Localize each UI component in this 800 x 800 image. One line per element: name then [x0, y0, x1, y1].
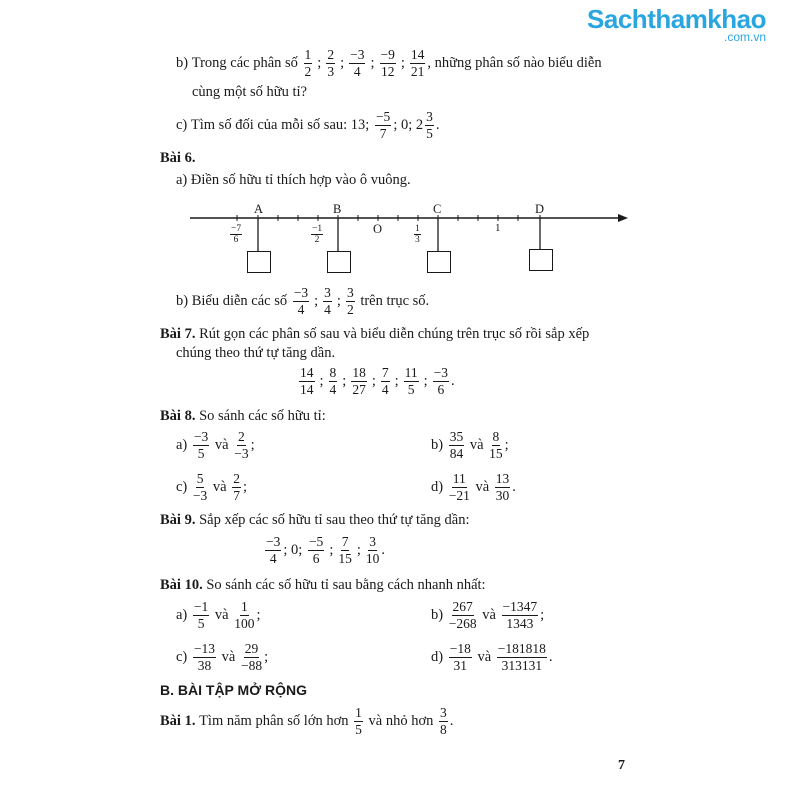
origin-label: O [373, 222, 383, 236]
fraction: $\frac{-1347}{1343}$ [502, 599, 538, 631]
exercise-title: Bài 7. [160, 326, 196, 342]
punctuation: ; [256, 607, 261, 623]
exercise-text: Tìm năm phân số lớn hơn [199, 713, 349, 729]
bai10-item-a [176, 600, 260, 631]
fraction: $\frac{-1}{5}$ [193, 599, 209, 631]
fraction: $\frac{-3}{4}$ [266, 534, 281, 566]
fraction: $\frac{-13}{38}$ [193, 641, 216, 673]
tick-fraction: $\frac{-1}{2}$ [312, 224, 323, 245]
mixed-fraction: $\frac{3}{5}$ [426, 109, 433, 141]
bai8-item-c [176, 472, 247, 503]
answer-box-c[interactable] [427, 251, 451, 273]
punctuation: ; [264, 649, 269, 665]
fraction: $\frac{5}{-3}$ [192, 471, 208, 503]
fraction: $\frac{18}{27}$ [352, 365, 366, 397]
point-label-a: A [254, 202, 264, 216]
exercise-text: ; 0; 2 [393, 117, 424, 133]
answer-box-d[interactable] [529, 249, 553, 271]
zero-value: ; 0; [283, 542, 303, 558]
exercise-text: So sánh các số hữu tỉ sau bằng cách nhanh nhất: [206, 577, 486, 593]
fraction: $\frac{-9}{12}$ [380, 47, 395, 79]
bai8-item-d [431, 472, 516, 503]
bai8-item-a [176, 430, 255, 461]
item-label: c) [176, 117, 188, 133]
fraction: $\frac{3}{4}$ [324, 285, 331, 317]
conjunction: và [469, 437, 484, 453]
fraction: $\frac{3}{8}$ [440, 705, 447, 737]
fraction: $\frac{7}{15}$ [338, 534, 352, 566]
fraction: $\frac{8}{15}$ [489, 429, 503, 461]
punctuation: . [512, 479, 516, 495]
fraction: $\frac{-5}{6}$ [308, 534, 324, 566]
item-label: a) [176, 437, 188, 453]
item-label: c) [176, 479, 188, 495]
item-label: b) [176, 55, 189, 71]
fraction: $\frac{13}{30}$ [495, 471, 510, 503]
punctuation: ; [504, 437, 509, 453]
punctuation: . [449, 713, 454, 729]
section-b-heading [160, 682, 307, 698]
conjunction: và [214, 437, 229, 453]
fraction: $\frac{35}{84}$ [449, 429, 464, 461]
bai10-item-b [431, 600, 544, 631]
page-number: 7 [618, 758, 625, 773]
exercise-text: Tìm số đối của mỗi số sau: 13; [190, 117, 370, 133]
point-label-b: B [333, 202, 342, 216]
exercise-title: Bài 8. [160, 408, 196, 424]
ext1-line [160, 706, 453, 737]
punctuation: ; [540, 607, 545, 623]
number-line [0, 0, 800, 300]
fraction: $\frac{-18}{31}$ [449, 641, 471, 673]
answer-box-a[interactable] [247, 251, 271, 273]
fraction: $\frac{-3}{4}$ [350, 47, 365, 79]
bai9-title [160, 512, 470, 529]
punctuation: ; [250, 437, 255, 453]
exercise-text: b) Biểu diễn các số [176, 293, 288, 309]
exercise-text: chúng theo thứ tự tăng dần. [176, 345, 336, 361]
number-line-axis [0, 0, 800, 300]
answer-box-b[interactable] [327, 251, 351, 273]
exercise-text: trên trục số. [360, 293, 430, 309]
fraction: $\frac{2}{7}$ [233, 471, 240, 503]
bai8-title [160, 408, 326, 425]
bai9-fractions: $\frac{-3}{4}$ ; 0; $\frac{-5}{6}$ ; $\frac{7}{15}$ ; $\frac{3}{10}$ . [266, 534, 385, 566]
conjunction: và [214, 607, 229, 623]
tick-fraction: $\frac{1}{3}$ [415, 224, 420, 245]
fraction: $\frac{2}{-3}$ [234, 429, 249, 461]
bai10-item-c [176, 642, 268, 673]
bai8-item-b [431, 430, 509, 461]
fraction: $\frac{-3}{5}$ [193, 429, 209, 461]
exercise-title: Bài 6. [160, 150, 196, 166]
one-label: 1 [495, 222, 501, 234]
fraction: $\frac{1}{5}$ [355, 705, 362, 737]
point-label-d: D [535, 202, 545, 216]
fraction: $\frac{1}{2}$ [304, 47, 312, 79]
fraction: $\frac{29}{-88}$ [240, 641, 263, 673]
exercise-text: Rút gọn các phân số sau và biểu diễn chúng trên trục số rồi sắp xếp [199, 326, 590, 342]
fraction: $\frac{-5}{7}$ [375, 109, 391, 141]
fraction: $\frac{7}{4}$ [381, 365, 389, 397]
punctuation: . [435, 117, 440, 133]
conjunction: và [212, 479, 227, 495]
bai7-fractions: $\frac{14}{14}$ ; $\frac{8}{4}$ ; $\frac{18}{27}$ ; $\frac{7}{4}$ ; $\frac{11}{5}$ ; $\frac{-3}{6}$ . [300, 365, 455, 397]
fraction: $\frac{1}{100}$ [234, 599, 255, 631]
bai10-title [160, 577, 486, 594]
section-title: B. BÀI TẬP MỞ RỘNG [160, 682, 308, 698]
exercise-title: Bài 9. [160, 512, 196, 528]
exercise-text: , những phân số nào biểu diễn [427, 55, 602, 71]
conjunction: và [482, 607, 496, 623]
logo-main-text: Sachthamkhao [587, 4, 766, 34]
bai7-line2 [176, 345, 335, 362]
punctuation: . [548, 649, 553, 665]
logo-sub-text: .com.vn [723, 30, 766, 44]
fraction: $\frac{14}{21}$ [410, 47, 425, 79]
exercise-text: Sắp xếp các số hữu tỉ sau theo thứ tự tăng dần: [199, 512, 470, 528]
bai7-line1 [160, 326, 589, 343]
exercise-title: Bài 10. [160, 577, 203, 593]
punctuation: ; [242, 479, 247, 495]
exercise-text: Trong các phân số [191, 55, 298, 71]
fraction: $\frac{267}{-268}$ [448, 599, 477, 631]
exercise-text: a) Điền số hữu tỉ thích hợp vào ô vuông. [176, 172, 411, 188]
fraction: $\frac{-3}{6}$ [433, 365, 449, 397]
conjunction: và [221, 649, 236, 665]
item-label: d) [431, 649, 444, 665]
tick-fraction: $\frac{-7}{6}$ [231, 224, 242, 245]
fraction: $\frac{14}{14}$ [300, 365, 314, 397]
exercise-text: cùng một số hữu tỉ? [192, 84, 307, 100]
conjunction: và [475, 479, 490, 495]
fraction: $\frac{8}{4}$ [329, 365, 337, 397]
conjunction: và [477, 649, 492, 665]
item-label: a) [176, 607, 188, 623]
fraction: $\frac{3}{2}$ [346, 285, 354, 317]
item-label: b) [431, 607, 444, 623]
fraction: $\frac{11}{-21}$ [448, 471, 470, 503]
exercise-b-line1: b) Trong các phân số $\frac{1}{2}$ ; $\frac{2}{3}$ ; $\frac{-3}{4}$ ; $\frac{-9}{12}$ ; $\frac{14}{21}$ , những phân số nào biểu diễn [176, 47, 602, 79]
point-label-c: C [433, 202, 442, 216]
item-label: c) [176, 649, 188, 665]
exercise-title: Bài 1. [160, 713, 196, 729]
bai10-item-d [431, 642, 553, 673]
bai6-b: b) Biểu diễn các số $\frac{-3}{4}$ ; $\frac{3}{4}$ ; $\frac{3}{2}$ trên trục số. [176, 285, 430, 317]
exercise-text: So sánh các số hữu tỉ: [199, 408, 326, 424]
fraction: $\frac{11}{5}$ [404, 365, 418, 397]
fraction: $\frac{2}{3}$ [327, 47, 335, 79]
fraction: $\frac{-3}{4}$ [293, 285, 309, 317]
item-label: d) [431, 479, 444, 495]
fraction: $\frac{3}{10}$ [365, 534, 380, 566]
exercise-text: và nhỏ hơn [368, 713, 434, 729]
item-label: b) [431, 437, 444, 453]
fraction: $\frac{-181818}{313131}$ [497, 641, 546, 673]
